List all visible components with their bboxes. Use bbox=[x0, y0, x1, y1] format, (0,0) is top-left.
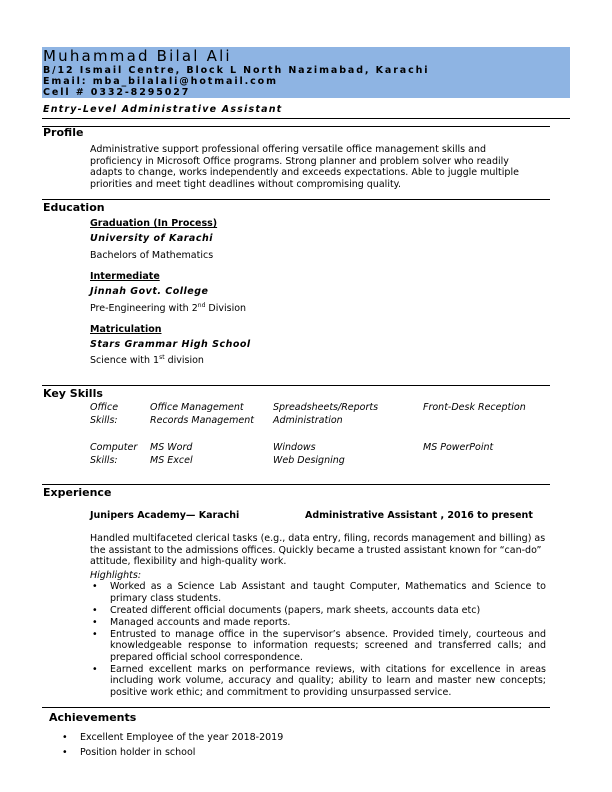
education-heading: Education bbox=[43, 201, 105, 214]
highlights-label: Highlights: bbox=[90, 570, 142, 581]
education-degree-heading: Matriculation bbox=[90, 324, 162, 335]
list-item: • Managed accounts and made reports. bbox=[90, 617, 546, 629]
profile-divider bbox=[42, 126, 550, 127]
candidate-name: Muhammad Bilal Ali bbox=[43, 47, 232, 65]
objective-divider bbox=[42, 118, 570, 119]
experience-heading: Experience bbox=[43, 486, 112, 499]
list-item: • Worked as a Science Lab Assistant and taught Computer, Mathematics and Science to primary class students. bbox=[90, 581, 546, 604]
profile-summary: Administrative support professional offering versatile office management skills and proficiency in Microsoft Office programs. Strong planner and problem solver who readily adapts to change, works independently and exceeds expectations. Able to juggle multiple priorities and meet tight deadlines without compromising quality. bbox=[90, 144, 519, 190]
skill-group-label: Computer Skills: bbox=[90, 442, 138, 466]
job-summary: Handled multifaceted clerical tasks (e.g., data entry, filing, records management and billing) as the assistant to the admissions offices. Quickly became a trusted assistant known for “can-do” attitude, flexibility and high-quality work. bbox=[90, 533, 546, 567]
profile-heading: Profile bbox=[43, 126, 84, 139]
skills-heading: Key Skills bbox=[43, 387, 103, 400]
education-degree-heading: Graduation (In Process) bbox=[90, 218, 218, 229]
education-detail: Bachelors of Mathematics bbox=[90, 250, 214, 262]
skill-column: Office Management Records Management bbox=[150, 402, 254, 426]
list-item: • Position holder in school bbox=[60, 747, 360, 759]
address-line: B/12 Ismail Centre, Block L North Nazimabad, Karachi bbox=[43, 65, 430, 76]
email-line: Email: mba_bilalali@hotmail.com bbox=[43, 76, 278, 87]
skill-group-label: Office Skills: bbox=[90, 402, 119, 426]
highlights-list bbox=[90, 581, 546, 699]
list-item: • Earned excellent marks on performance reviews, with citations for excellence in areas including work volume, accuracy and quality; ability to learn and master new concepts; positive work ethic; and commitment to providing unsurpassed service. bbox=[90, 664, 546, 699]
cell-line: Cell # 0332-8295027 bbox=[43, 87, 191, 98]
list-item: • Entrusted to manage office in the supervisor’s absence. Provided timely, courteous and knowledgeable response to information requests; screened and transferred calls; and prepared official school correspondence. bbox=[90, 629, 546, 664]
objective-title: Entry-Level Administrative Assistant bbox=[43, 104, 283, 115]
achievements-divider bbox=[42, 707, 550, 708]
job-role: Administrative Assistant , 2016 to present bbox=[305, 510, 533, 521]
education-detail: Pre-Engineering with 2nd Division bbox=[90, 302, 247, 315]
list-item: • Created different official documents (papers, mark sheets, accounts data etc) bbox=[90, 605, 546, 617]
list-item: • Excellent Employee of the year 2018-2019 bbox=[60, 732, 360, 744]
education-divider bbox=[42, 199, 550, 200]
job-company: Junipers Academy— Karachi bbox=[90, 510, 240, 521]
skill-column: Front-Desk Reception bbox=[423, 402, 526, 413]
achievements-heading: Achievements bbox=[49, 711, 137, 724]
education-detail: Science with 1st division bbox=[90, 354, 204, 367]
education-institution: Stars Grammar High School bbox=[90, 339, 251, 350]
achievements-list bbox=[60, 732, 360, 759]
skill-column: Spreadsheets/Reports Administration bbox=[273, 402, 379, 426]
skill-column: Windows Web Designing bbox=[273, 442, 345, 466]
skill-column: MS Word MS Excel bbox=[150, 442, 193, 466]
education-institution: Jinnah Govt. College bbox=[90, 286, 209, 297]
experience-divider bbox=[42, 484, 550, 485]
education-degree-heading: Intermediate bbox=[90, 271, 160, 282]
skill-column: MS PowerPoint bbox=[423, 442, 494, 453]
skills-divider bbox=[42, 385, 550, 386]
education-institution: University of Karachi bbox=[90, 233, 213, 244]
